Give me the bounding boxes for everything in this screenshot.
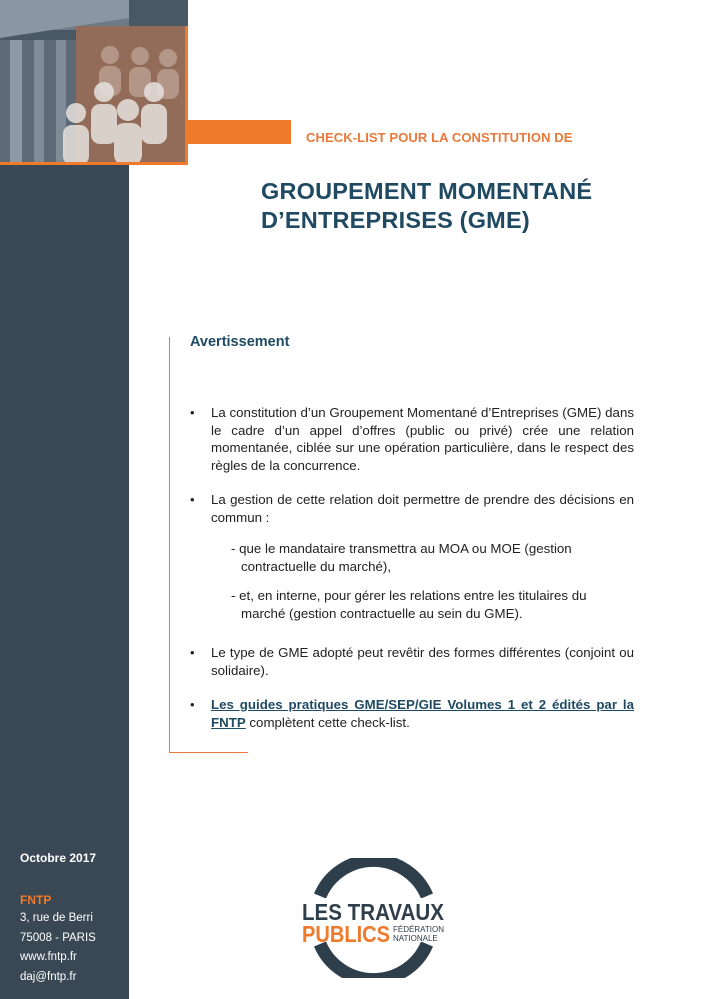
orange-accent-bar — [188, 120, 291, 144]
list-item — [190, 404, 634, 474]
list-item — [190, 644, 634, 679]
bullet-icon: • — [190, 405, 195, 420]
list-item — [190, 491, 634, 526]
bullet-text: Le type de GME adopté peut revêtir des formes différentes (conjoint ou solidaire). — [211, 645, 634, 678]
organization-name: FNTP — [20, 893, 52, 907]
address-line-2: 75008 - PARIS — [20, 931, 96, 944]
logo-tag-1: FÉDÉRATION — [393, 925, 444, 934]
bullet-icon: • — [190, 645, 195, 660]
email-link[interactable]: daj@fntp.fr — [20, 970, 77, 983]
list-item — [190, 696, 634, 731]
title-line-2: D’ENTREPRISES (GME) — [261, 207, 530, 233]
hero-image — [0, 0, 188, 165]
sub-list-item: - et, en interne, pour gérer les relations entre les titulaires du marché (gestion contractuelle au sein du GME). — [231, 588, 587, 621]
section-divider-vertical — [169, 337, 170, 753]
bullet-text: complètent cette check-list. — [245, 714, 410, 730]
website-link[interactable]: www.fntp.fr — [20, 951, 77, 963]
document-subtitle: CHECK-LIST POUR LA CONSTITUTION DE — [306, 130, 573, 145]
guides-link[interactable]: Les guides pratiques GME/SEP/GIE Volumes 1 et 2 édités par la FNTP — [211, 697, 634, 730]
bullet-text: La constitution d’un Groupement Momentané d’Entreprises (GME) dans le cadre d’un appel d’offres (public ou privé) crée une relation momentanée, ciblée sur une opération particulière, dans le respect des règles de la concurrence. — [211, 405, 634, 473]
section-title: Avertissement — [190, 334, 290, 350]
bullet-text: La gestion de cette relation doit permettre de prendre des décisions en commun : — [211, 492, 634, 525]
sub-list — [190, 540, 634, 622]
contact-info — [20, 909, 96, 987]
sub-list-item: - que le mandataire transmettra au MOA ou MOE (gestion contractuelle du marché), — [231, 541, 572, 574]
bullet-icon: • — [190, 697, 195, 712]
logo-line-1: LES TRAVAUX — [302, 899, 445, 925]
fntp-logo — [296, 858, 451, 978]
warning-content — [190, 404, 634, 748]
people-illustration — [0, 0, 188, 165]
publication-date: Octobre 2017 — [20, 851, 97, 865]
document-title — [261, 177, 681, 235]
bullet-icon: • — [190, 492, 195, 507]
section-divider-horizontal — [169, 752, 248, 753]
address-line-1: 3, rue de Berri — [20, 912, 93, 924]
logo-tag-2: NATIONALE — [393, 934, 438, 943]
title-line-1: GROUPEMENT MOMENTANÉ — [261, 178, 593, 204]
logo-line-2: PUBLICS — [302, 921, 390, 947]
